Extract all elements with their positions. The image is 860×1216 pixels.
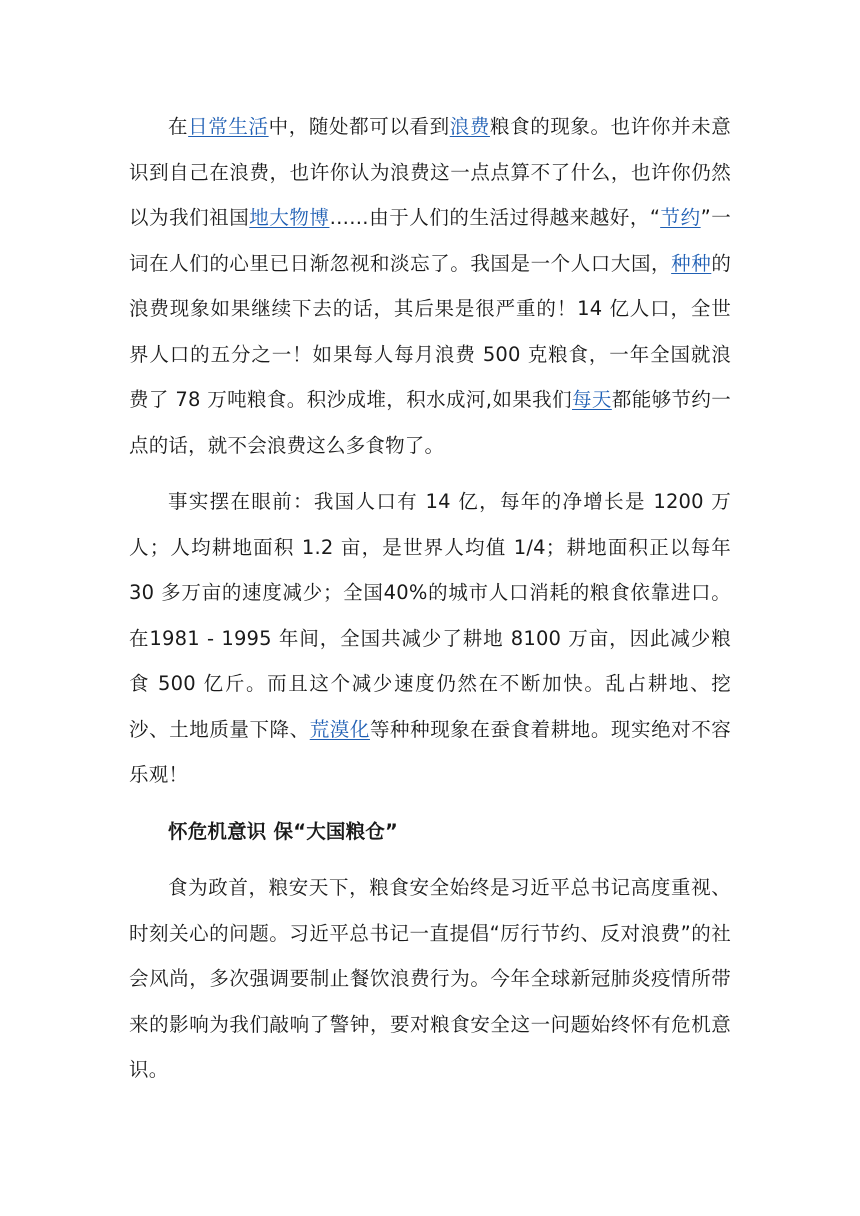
paragraph-text: 粮食的现象。也许你并未意识到自己在浪费，也许你认为浪费这一点点算不了什么，也许你仍然以为我们祖国 <box>129 115 731 229</box>
link-desertification[interactable]: 荒漠化 <box>309 717 370 741</box>
paragraph-text: 等种种现象在蚕食着耕地。现实绝对不容乐观！ <box>129 717 731 786</box>
paragraph-food-security: 食为政首，粮安天下，粮食安全始终是习近平总书记高度重视、时刻关心的问题。习近平总书记一直提倡“厉行节约、反对浪费”的社会风尚，多次强调要制止餐饮浪费行为。今年全球新冠肺炎疫情所带来的影响为我们敲响了警钟，要对粮食安全这一问题始终怀有危机意识。 <box>129 876 731 1081</box>
link-vast-land[interactable]: 地大物博 <box>249 206 330 229</box>
paragraph-text: ”一词在人们的心里已日渐忽视和淡忘了。我国是一个人口大国， <box>129 206 731 275</box>
paragraph-text: 在 <box>168 115 189 138</box>
link-daily-life[interactable]: 日常生活 <box>188 115 269 138</box>
paragraph-text: ……由于人们的生活过得越来越好，“ <box>329 206 661 229</box>
link-waste[interactable]: 浪费 <box>449 115 490 138</box>
link-every-day[interactable]: 每天 <box>572 388 612 411</box>
link-various[interactable]: 种种 <box>671 251 712 275</box>
paragraph-food-waste <box>129 104 731 468</box>
link-thrift[interactable]: 节约 <box>660 206 701 229</box>
paragraph-text: 中，随处都可以看到 <box>268 115 450 138</box>
paragraph-text: 事实摆在眼前：我国人口有 14 亿，每年的净增长是 1200 万人；人均耕地面积 1.2 亩，是世界人均值 1/4；耕地面积正以每年 30 多万亩的速度减少；全国40%的城市人口消耗的粮食依靠进口。在1981 - 1995 年间，全国共减少了耕地 8100 万亩，因此减少粮食 500 亿斤。而且这个减少速度仍然在不断加快。乱占耕地、挖沙、土地质量下降、 <box>129 490 731 741</box>
paragraph-facts <box>129 479 731 798</box>
document-body <box>129 104 731 1104</box>
section-heading: 怀危机意识 保“大国粮仓” <box>168 819 399 843</box>
paragraph-text: 都能够节约一点的话，就不会浪费这么多食物了。 <box>129 388 732 457</box>
paragraph-text: 的浪费现象如果继续下去的话，其后果是很严重的！14 亿人口，全世界人口的五分之一！如果每人每月浪费 500 克粮食，一年全国就浪费了 78 万吨粮食。积沙成堆，积水成河,如果我们 <box>129 251 732 411</box>
